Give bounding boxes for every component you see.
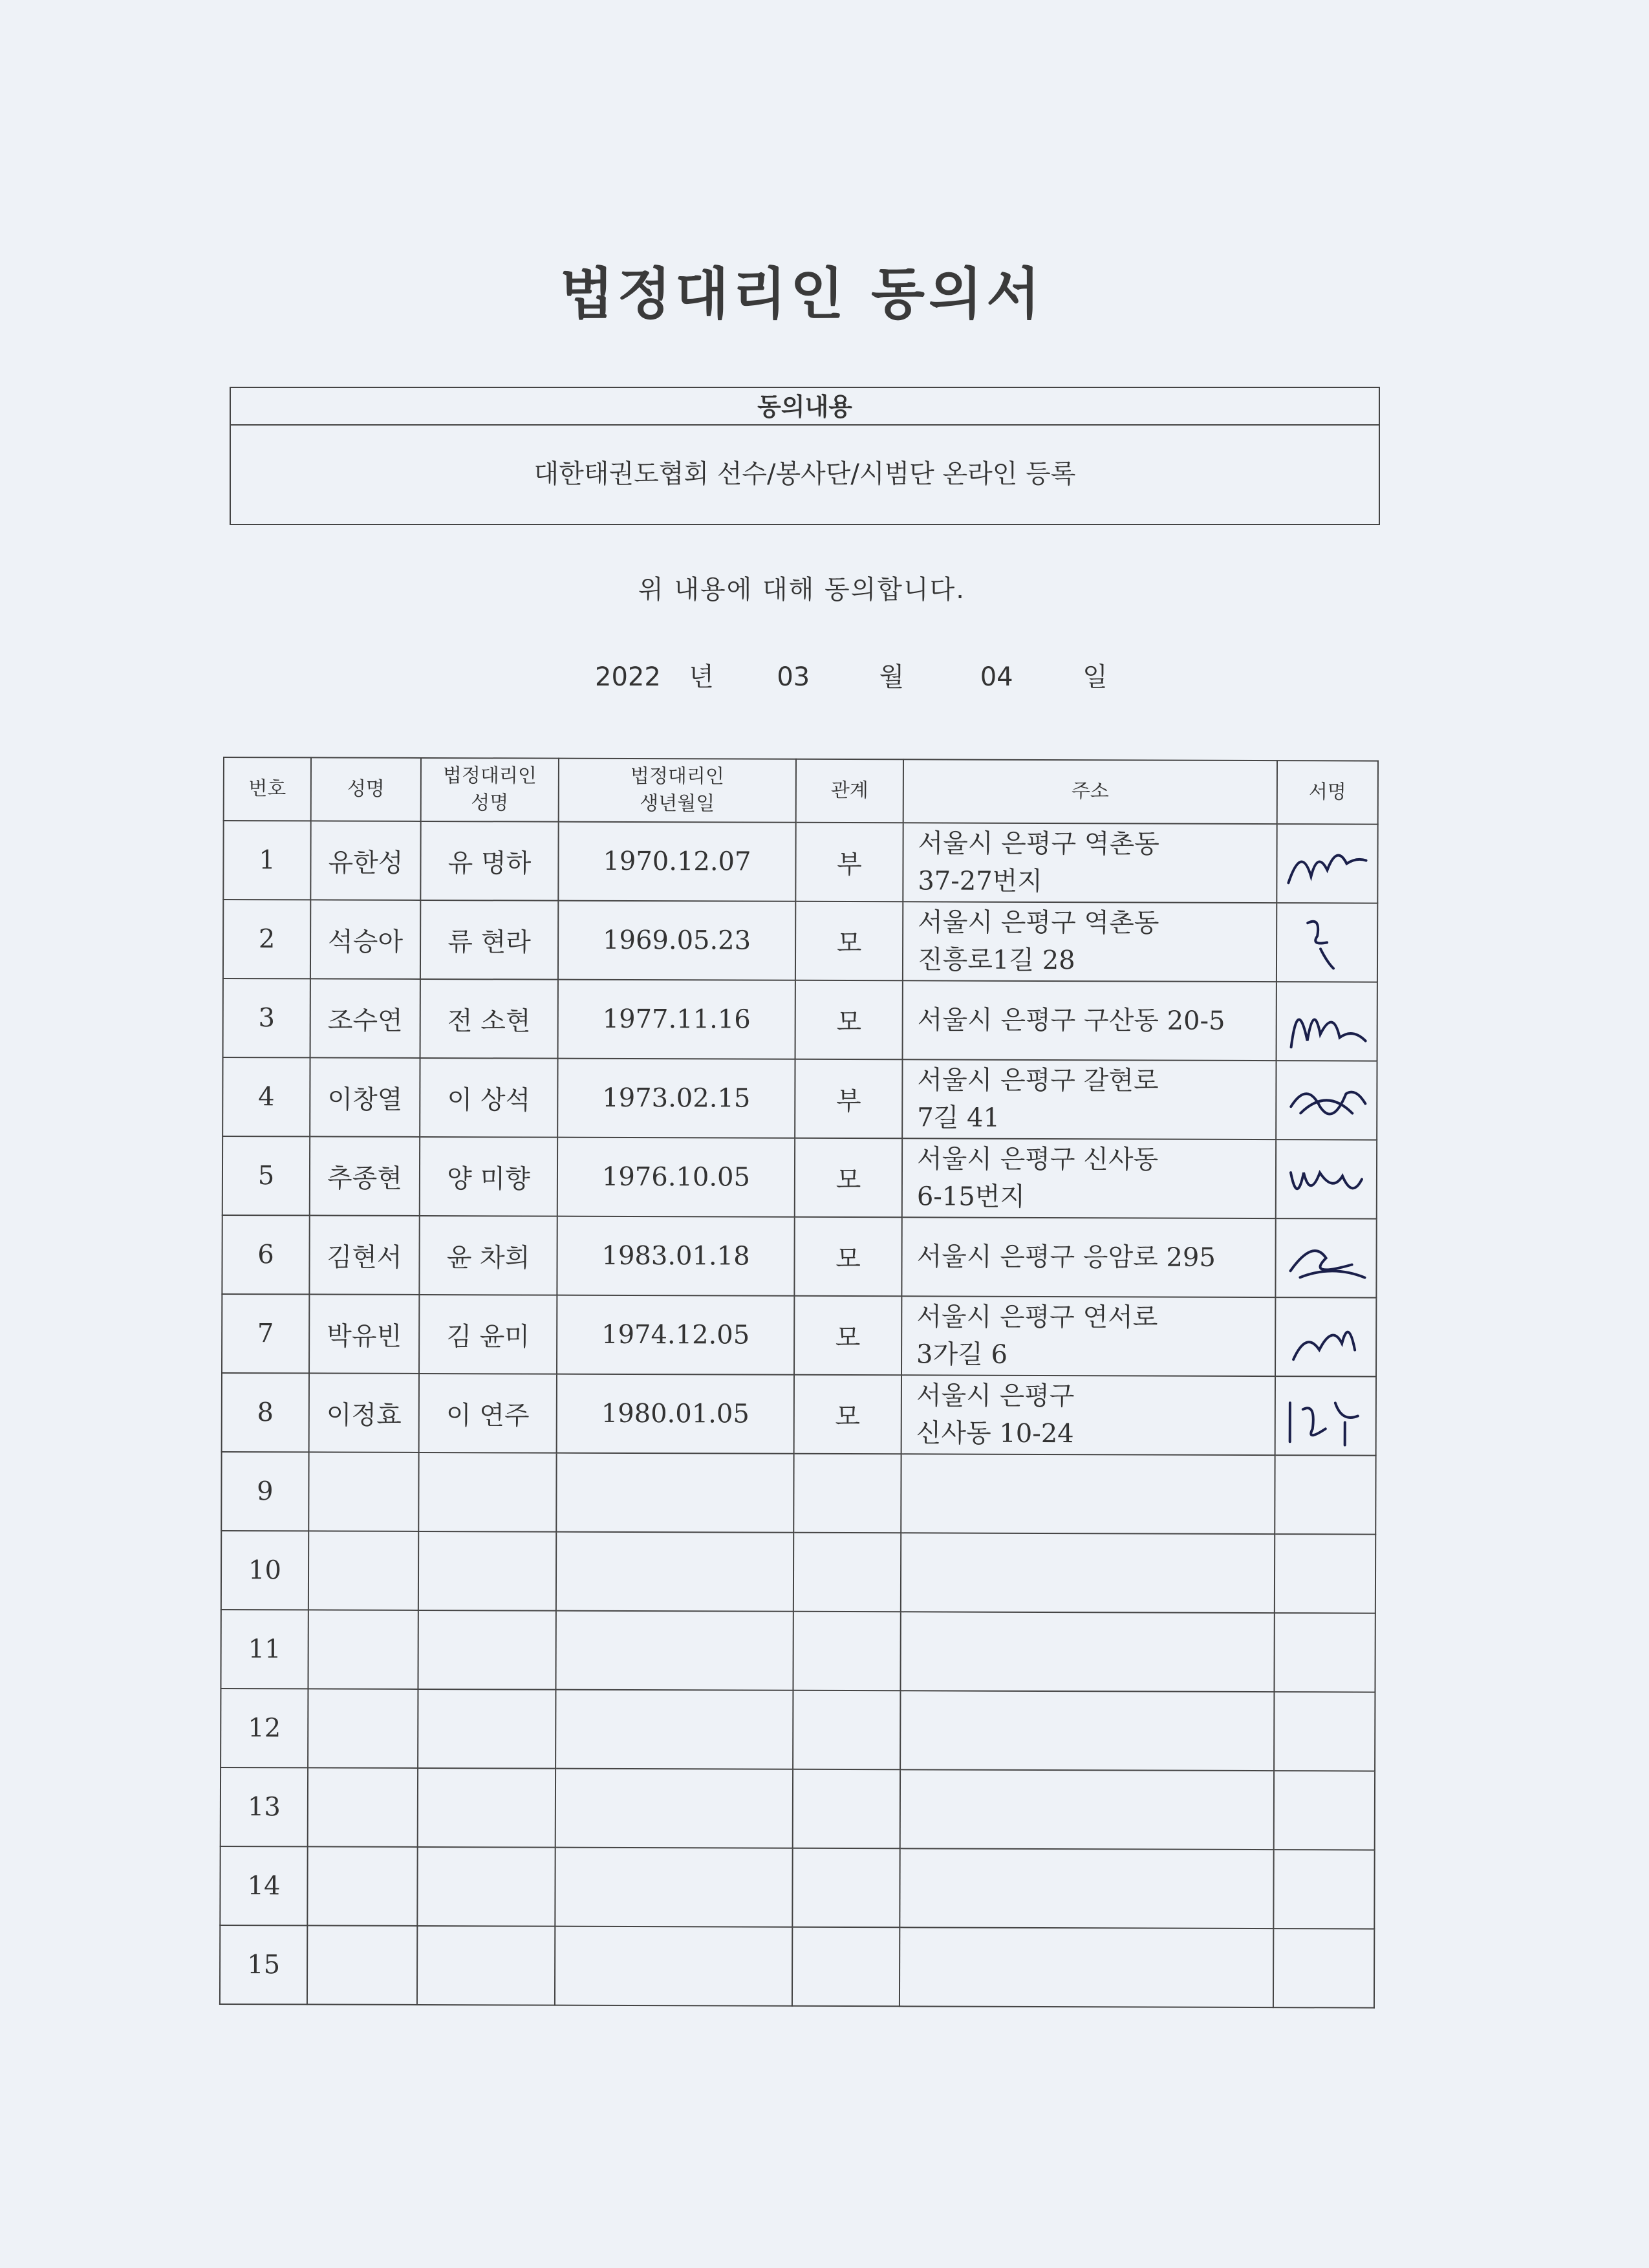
cell-no: 13 [221,1767,308,1846]
header-guardian-name-line2: 성명 [471,792,509,815]
handwritten-signature [1281,1068,1372,1132]
cell-signature [1275,1376,1376,1455]
cell-guardian-name: 이 상석 [420,1058,557,1138]
cell-signature [1275,1534,1375,1613]
table-row [221,1767,1375,1850]
cell-guardian-name [418,1768,555,1848]
cell-address-line [915,1730,1273,1731]
cell-name: 박유빈 [309,1294,419,1374]
cell-guardian-birth [555,1769,793,1848]
cell-address [903,980,1277,1061]
cell-address [901,1296,1275,1376]
cell-address-line: 서울시 은평구 역촌동 [918,828,1159,859]
cell-relation: 모 [794,1217,901,1297]
cell-name [308,1610,418,1689]
cell-address [900,1927,1273,2007]
header-guardian-name-line1: 법정대리인 [442,764,537,788]
cell-signature [1273,1850,1374,1928]
handwritten-signature [1280,1226,1371,1290]
table-row [221,1610,1375,1692]
cell-address [901,1217,1275,1297]
table-row [222,1215,1376,1298]
cell-signature [1274,1692,1375,1771]
table-row [221,1452,1375,1535]
cell-address-line: 6-15번지 [916,1182,1026,1212]
handwritten-signature [1282,910,1372,975]
cell-relation: 모 [794,1296,901,1376]
cell-signature [1273,1928,1374,2007]
cell-guardian-name [418,1610,555,1690]
cell-guardian-name: 전 소현 [420,979,558,1059]
cell-guardian-name [417,1847,555,1927]
cell-signature [1276,1061,1377,1139]
cell-no: 3 [223,978,310,1057]
table-row [220,1846,1374,1929]
cell-address-line: 서울시 은평구 구산동 20-5 [917,1005,1225,1036]
table-row [220,1925,1374,2008]
cell-guardian-name: 양 미향 [420,1137,557,1216]
cell-address [902,1138,1276,1218]
cell-address-line [915,1888,1273,1889]
cell-relation [793,1533,901,1612]
cell-name [307,1925,417,2005]
cell-address-line: 7길 41 [917,1103,1000,1133]
cell-address-line [916,1493,1274,1495]
cell-guardian-birth [555,1611,793,1690]
cell-address-line: 37-27번지 [918,866,1043,896]
cell-relation [793,1612,900,1691]
cell-address-line: 서울시 은평구 [916,1381,1075,1412]
table-header-row [224,757,1378,825]
date-year: 2022 [595,662,661,692]
cell-relation [792,1927,900,2007]
cell-no: 6 [222,1215,309,1294]
cell-guardian-birth: 1970.12.07 [558,822,795,902]
date-year-unit: 년 [689,662,714,692]
table-row [221,1531,1375,1614]
cell-address-line: 서울시 은평구 갈현로 [917,1065,1159,1096]
cell-name [308,1767,418,1847]
table-row [223,821,1377,903]
cell-signature [1275,1218,1376,1297]
cell-guardian-name [418,1531,556,1611]
cell-signature [1274,1613,1375,1692]
cell-address [902,1059,1276,1139]
table-row [223,978,1377,1061]
table-row [223,900,1377,982]
cell-signature [1277,982,1377,1061]
cell-guardian-birth: 1980.01.05 [557,1374,794,1454]
date-line [595,656,1108,693]
cell-address-line [915,1809,1273,1810]
cell-address-line [915,1730,1273,1731]
cell-guardian-birth [555,1848,792,1927]
table-row [222,1057,1377,1140]
cell-no: 2 [223,900,310,978]
cell-address [900,1612,1274,1692]
cell-address [901,1375,1275,1455]
cell-name [307,1846,417,1926]
cell-guardian-birth [555,1927,792,2006]
date-month: 03 [777,662,810,692]
cell-signature [1275,1297,1376,1376]
date-month-unit: 월 [879,662,905,692]
cell-relation: 모 [795,980,903,1060]
cell-guardian-birth: 1983.01.18 [557,1216,794,1296]
document-title: 법정대리인 동의서 [559,262,1044,327]
cell-relation [793,1690,900,1770]
cell-address [900,1690,1274,1771]
cell-guardian-name: 윤 차희 [419,1216,557,1295]
cell-signature [1275,1455,1375,1534]
cell-address-line [914,1967,1273,1968]
table-row [222,1373,1376,1456]
cell-relation [792,1848,900,1928]
cell-relation: 부 [795,1059,902,1139]
cell-signature [1277,903,1377,982]
handwritten-signature [1280,1304,1371,1369]
cell-name [308,1452,418,1531]
cell-relation: 모 [795,1138,902,1218]
handwritten-signature [1282,831,1372,896]
consent-box [230,387,1380,525]
cell-address [900,1769,1274,1850]
header-name: 성명 [311,757,421,821]
cell-name [308,1689,418,1768]
cell-no: 8 [222,1373,309,1452]
cell-name: 이정효 [309,1373,419,1453]
cell-address-line [916,1651,1274,1652]
cell-name [308,1531,418,1610]
cell-no: 5 [222,1136,310,1215]
cell-address [903,823,1277,903]
consent-body: 대한태권도협회 선수/봉사단/시범단 온라인 등록 [534,459,1076,489]
cell-guardian-name: 김 윤미 [419,1295,557,1374]
cell-relation: 모 [794,1375,901,1454]
consent-header: 동의내용 [231,388,1379,426]
cell-no: 10 [221,1531,308,1610]
header-relation: 관계 [796,759,903,823]
guardian-table [219,757,1379,2009]
cell-no: 9 [221,1452,308,1531]
cell-no: 7 [222,1294,309,1373]
header-guardian-birth-line2: 생년월일 [640,792,715,815]
cell-address-line [916,1572,1274,1573]
cell-guardian-birth: 1973.02.15 [557,1059,795,1138]
handwritten-signature [1281,1147,1372,1211]
cell-guardian-name: 류 현라 [420,900,558,980]
cell-guardian-name: 이 연주 [419,1374,557,1453]
date-day-unit: 일 [1083,662,1108,692]
cell-guardian-birth: 1974.12.05 [557,1295,794,1375]
cell-address [903,902,1277,982]
cell-address-line: 신사동 10-24 [916,1418,1074,1449]
cell-address-line [914,1967,1273,1968]
cell-name: 유한성 [310,821,420,900]
cell-no: 14 [220,1846,307,1925]
cell-address-line: 3가길 6 [916,1339,1008,1370]
cell-guardian-birth: 1969.05.23 [558,901,795,980]
cell-relation: 부 [795,823,903,902]
cell-no: 15 [220,1925,307,2004]
cell-address-line [915,1888,1273,1889]
header-guardian-birth [559,759,796,823]
cell-relation [793,1454,901,1533]
header-no: 번호 [224,757,311,821]
cell-address [900,1848,1273,1928]
cell-no: 4 [222,1057,310,1136]
cell-address-line [916,1572,1274,1573]
table-row [221,1689,1375,1771]
cell-address-line: 진흥로1길 28 [917,945,1075,976]
cell-address-line: 서울시 은평구 역촌동 [918,907,1159,938]
cell-guardian-name: 유 명하 [420,821,558,901]
table-body [220,821,1378,2008]
cell-guardian-birth [555,1690,793,1769]
cell-no: 1 [223,821,310,900]
cell-guardian-birth: 1977.11.16 [558,980,795,1059]
cell-name: 조수연 [310,978,420,1058]
header-guardian-name [421,758,559,822]
cell-address [901,1533,1275,1613]
handwritten-signature [1280,1383,1371,1448]
cell-address-line: 서울시 은평구 연서로 [916,1302,1158,1333]
cell-no: 11 [221,1610,308,1689]
agree-statement: 위 내용에 대해 동의합니다. [638,575,965,605]
cell-address [901,1454,1275,1534]
cell-no: 12 [221,1689,308,1767]
header-guardian-birth-line1: 법정대리인 [630,764,724,788]
cell-relation: 모 [795,902,903,981]
cell-address-line [916,1493,1274,1495]
header-address: 주소 [903,759,1277,824]
header-signature: 서명 [1277,761,1378,824]
cell-signature [1276,1139,1377,1218]
cell-guardian-name [418,1453,556,1532]
cell-relation [793,1769,900,1849]
cell-guardian-name [417,1926,555,2005]
handwritten-signature [1282,989,1372,1053]
table-row [222,1294,1376,1377]
cell-address-line: 서울시 은평구 신사동 [916,1144,1159,1175]
cell-address-line [915,1809,1273,1810]
date-day: 04 [980,662,1013,692]
cell-name: 김현서 [309,1215,419,1295]
cell-name: 추종현 [310,1136,420,1216]
cell-guardian-name [418,1689,555,1769]
cell-signature [1277,824,1377,903]
table-row [222,1136,1377,1219]
guardian-table-wrapper [219,757,1377,2009]
cell-guardian-birth [556,1532,793,1612]
cell-name: 석승아 [310,900,420,979]
cell-name: 이창열 [310,1057,420,1137]
cell-guardian-birth: 1976.10.05 [557,1138,795,1217]
cell-address-line [916,1651,1274,1652]
cell-guardian-birth [556,1453,793,1533]
cell-signature [1274,1771,1375,1850]
cell-address-line: 서울시 은평구 응암로 295 [916,1242,1216,1273]
